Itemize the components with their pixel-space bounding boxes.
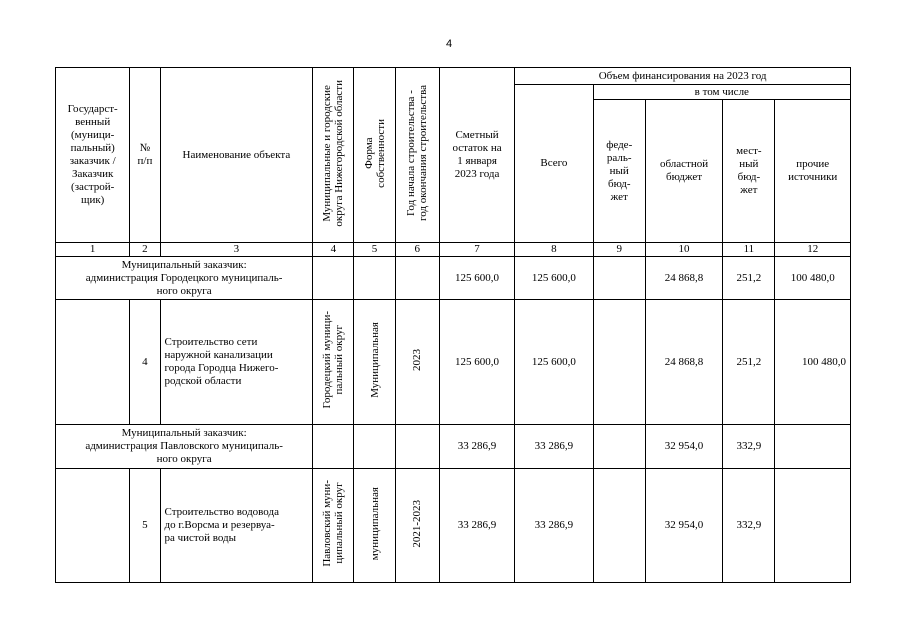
total-value: 33 286,9 (515, 469, 593, 583)
header-federal: феде- раль- ный бюд- жет (593, 100, 645, 243)
header-including: в том числе (593, 85, 850, 100)
ownership-cell (354, 469, 395, 583)
balance-value: 125 600,0 (439, 300, 514, 425)
header-years: Год начала строительства - год окончания строительства (405, 85, 430, 221)
header-municipality: Муниципальные и городские округа Нижегородской области (321, 79, 346, 227)
ownership-form: Муниципальная (368, 322, 381, 398)
header-balance: Сметный остаток на 1 января 2023 года (439, 68, 514, 243)
table-row (56, 257, 851, 300)
local-value: 251,2 (723, 257, 775, 300)
federal-value (593, 425, 645, 469)
local-value: 332,9 (723, 469, 775, 583)
federal-value (593, 257, 645, 300)
other-value (775, 425, 851, 469)
customer-summary: Муниципальный заказчик: администрация Городецкого муниципаль- ного округа (56, 257, 313, 300)
table-row (56, 300, 851, 425)
regional-value: 24 868,8 (645, 300, 722, 425)
header-years-cell (395, 68, 439, 243)
header-local: мест- ный бюд- жет (723, 100, 775, 243)
col-num-4: 4 (313, 243, 354, 257)
column-number-row (56, 243, 851, 257)
balance-value: 33 286,9 (439, 469, 514, 583)
municipality-cell (313, 300, 354, 425)
object-name: Строительство водовода до г.Ворсма и резервуа- ра чистой воды (160, 469, 313, 583)
local-value: 251,2 (723, 300, 775, 425)
total-value: 125 600,0 (515, 300, 593, 425)
col-num-5: 5 (354, 243, 395, 257)
regional-value: 24 868,8 (645, 257, 722, 300)
balance-value: 125 600,0 (439, 257, 514, 300)
col-num-1: 1 (56, 243, 130, 257)
header-total: Всего (515, 85, 593, 243)
item-number: 5 (130, 469, 160, 583)
col-num-9: 9 (593, 243, 645, 257)
table-row (56, 469, 851, 583)
municipality-name: Городецкий муници- пальный округ (321, 311, 346, 409)
investment-table (55, 67, 851, 583)
ownership-form: муниципальная (368, 486, 381, 561)
total-value: 125 600,0 (515, 257, 593, 300)
page-number: 4 (446, 38, 453, 50)
federal-value (593, 469, 645, 583)
col-num-10: 10 (645, 243, 722, 257)
header-object-name: Наименование объекта (160, 68, 313, 243)
years-cell (395, 469, 439, 583)
municipality-name: Павловский муни- ципальный округ (321, 480, 346, 567)
other-value: 100 480,0 (775, 257, 851, 300)
municipality-cell (313, 469, 354, 583)
header-regional: областной бюджет (645, 100, 722, 243)
object-name: Строительство сети наружной канализации города Городца Нижего- родской области (160, 300, 313, 425)
item-number: 4 (130, 300, 160, 425)
regional-value: 32 954,0 (645, 425, 722, 469)
local-value: 332,9 (723, 425, 775, 469)
header-other: прочие источники (775, 100, 851, 243)
total-value: 33 286,9 (515, 425, 593, 469)
other-value (775, 469, 851, 583)
years-cell (395, 300, 439, 425)
header-ownership-cell (354, 68, 395, 243)
customer-summary: Муниципальный заказчик: администрация Павловского муниципаль- ного округа (56, 425, 313, 469)
construction-years: 2023 (411, 349, 424, 371)
other-value: 100 480,0 (775, 300, 851, 425)
header-customer: Государст- венный (муници- пальный) заказчик / Заказчик (застрой- щик) (56, 68, 130, 243)
col-num-7: 7 (439, 243, 514, 257)
federal-value (593, 300, 645, 425)
col-num-12: 12 (775, 243, 851, 257)
col-num-3: 3 (160, 243, 313, 257)
table-row (56, 425, 851, 469)
header-ownership: Форма собственности (362, 118, 387, 188)
col-num-8: 8 (515, 243, 593, 257)
ownership-cell (354, 300, 395, 425)
col-num-6: 6 (395, 243, 439, 257)
header-num: № п/п (130, 68, 160, 243)
col-num-2: 2 (130, 243, 160, 257)
header-funding-title: Объем финансирования на 2023 год (515, 68, 851, 85)
balance-value: 33 286,9 (439, 425, 514, 469)
construction-years: 2021-2023 (411, 499, 424, 548)
col-num-11: 11 (723, 243, 775, 257)
regional-value: 32 954,0 (645, 469, 722, 583)
header-municipality-cell (313, 68, 354, 243)
